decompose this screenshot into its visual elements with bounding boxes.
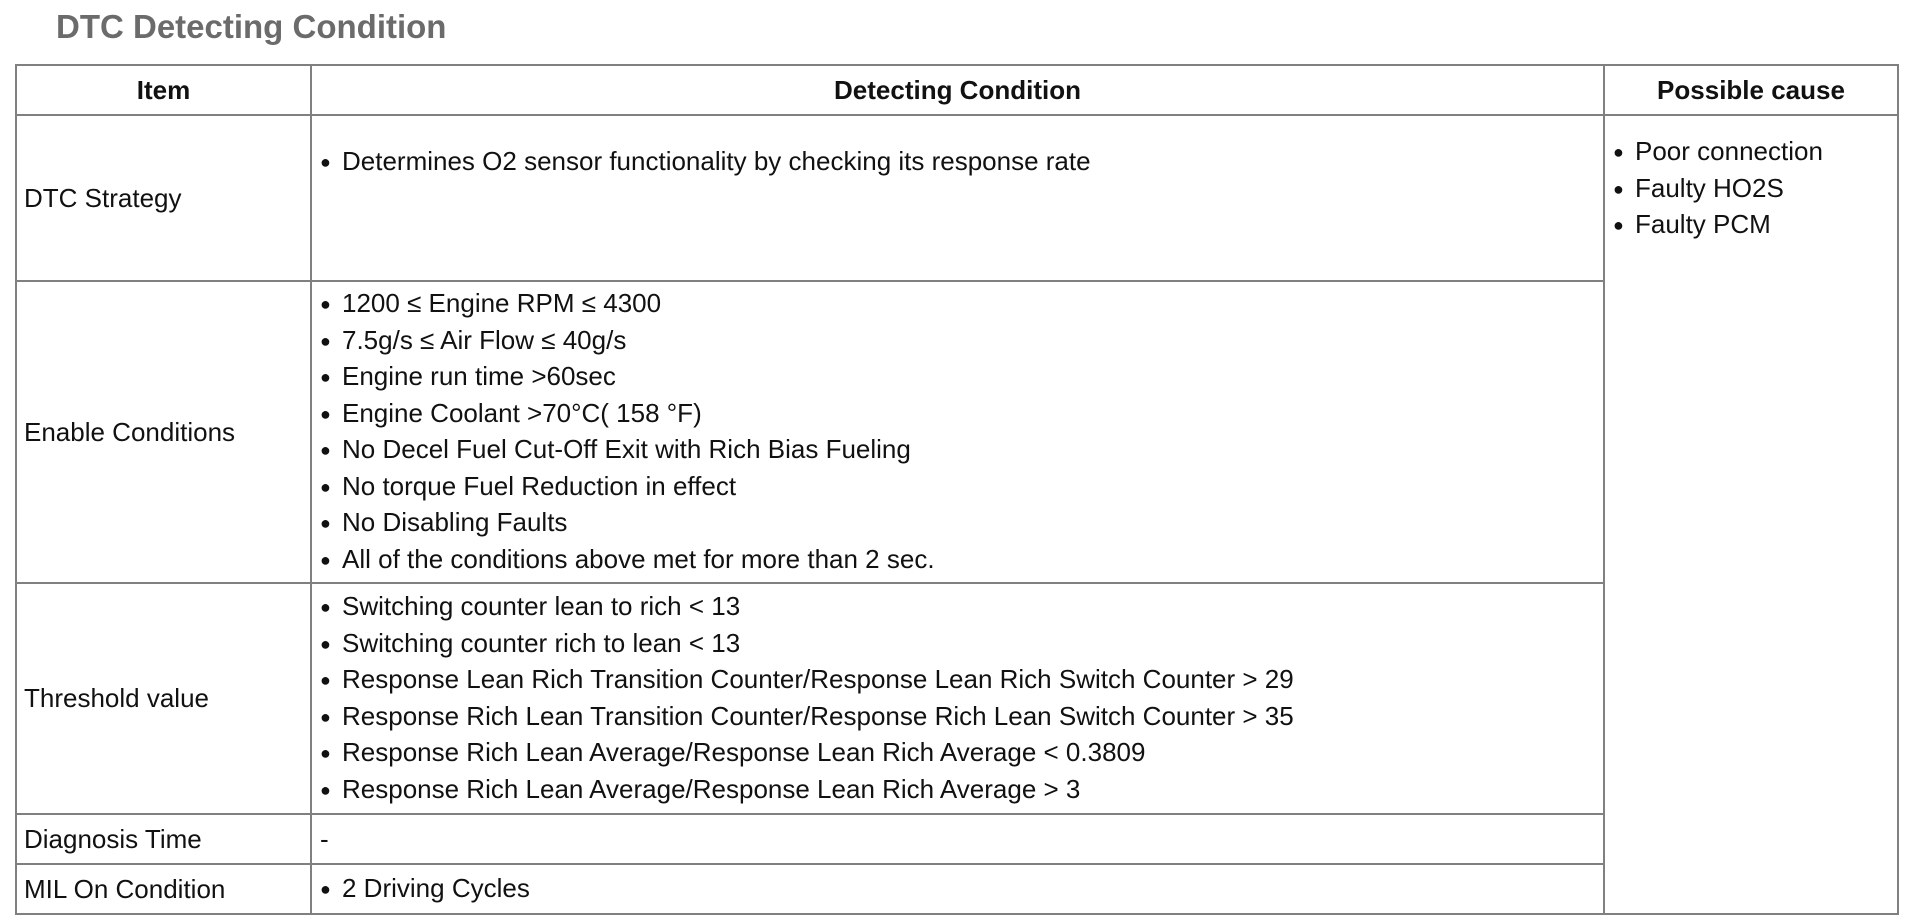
- condition-text: -: [320, 823, 329, 854]
- item-cell: Diagnosis Time: [16, 814, 311, 864]
- condition-item: ● No torque Fuel Reduction in effect: [320, 469, 1603, 506]
- condition-cell: [311, 115, 1604, 281]
- possible-cause-cell: [1604, 115, 1898, 914]
- header-item: Item: [16, 65, 311, 115]
- condition-cell: [311, 583, 1604, 814]
- condition-item: ● Engine Coolant >70°C( 158 °F): [320, 396, 1603, 433]
- possible-cause-item: ● Poor connection: [1613, 134, 1897, 171]
- item-cell: Threshold value: [16, 583, 311, 814]
- condition-item: ● 2 Driving Cycles: [320, 871, 1603, 908]
- condition-item: ● Response Lean Rich Transition Counter/Response Lean Rich Switch Counter > 29: [320, 662, 1603, 699]
- condition-item: ● No Decel Fuel Cut-Off Exit with Rich Bias Fueling: [320, 432, 1603, 469]
- dtc-table: [15, 64, 1899, 915]
- table-row-dtc-strategy: [16, 115, 1898, 281]
- condition-item: ● No Disabling Faults: [320, 505, 1603, 542]
- condition-list: [320, 589, 1603, 808]
- page-title: DTC Detecting Condition: [56, 8, 447, 45]
- condition-item: ● 1200 ≤ Engine RPM ≤ 4300: [320, 286, 1603, 323]
- table-header-row: [16, 65, 1898, 115]
- condition-cell: [311, 281, 1604, 583]
- condition-item: ● Response Rich Lean Average/Response Lean Rich Average > 3: [320, 772, 1603, 809]
- condition-item: ● 7.5g/s ≤ Air Flow ≤ 40g/s: [320, 323, 1603, 360]
- item-cell: MIL On Condition: [16, 864, 311, 914]
- condition-cell: [311, 814, 1604, 864]
- condition-item: ● Engine run time >60sec: [320, 359, 1603, 396]
- condition-item: ● All of the conditions above met for more than 2 sec.: [320, 542, 1603, 579]
- condition-item: ● Switching counter lean to rich < 13: [320, 589, 1603, 626]
- condition-item: ● Response Rich Lean Transition Counter/Response Rich Lean Switch Counter > 35: [320, 699, 1603, 736]
- condition-cell: [311, 864, 1604, 914]
- possible-cause-item: ● Faulty PCM: [1613, 207, 1897, 244]
- header-detecting-condition: Detecting Condition: [311, 65, 1604, 115]
- condition-list: [320, 144, 1603, 181]
- possible-cause-item: ● Faulty HO2S: [1613, 171, 1897, 208]
- header-possible-cause: Possible cause: [1604, 65, 1898, 115]
- condition-item: ● Response Rich Lean Average/Response Lean Rich Average < 0.3809: [320, 735, 1603, 772]
- item-cell: DTC Strategy: [16, 115, 311, 281]
- condition-item: ● Determines O2 sensor functionality by checking its response rate: [320, 144, 1603, 181]
- possible-cause-list: [1613, 134, 1897, 244]
- condition-list: [320, 286, 1603, 578]
- condition-list: [320, 871, 1603, 908]
- condition-item: ● Switching counter rich to lean < 13: [320, 626, 1603, 663]
- item-cell: Enable Conditions: [16, 281, 311, 583]
